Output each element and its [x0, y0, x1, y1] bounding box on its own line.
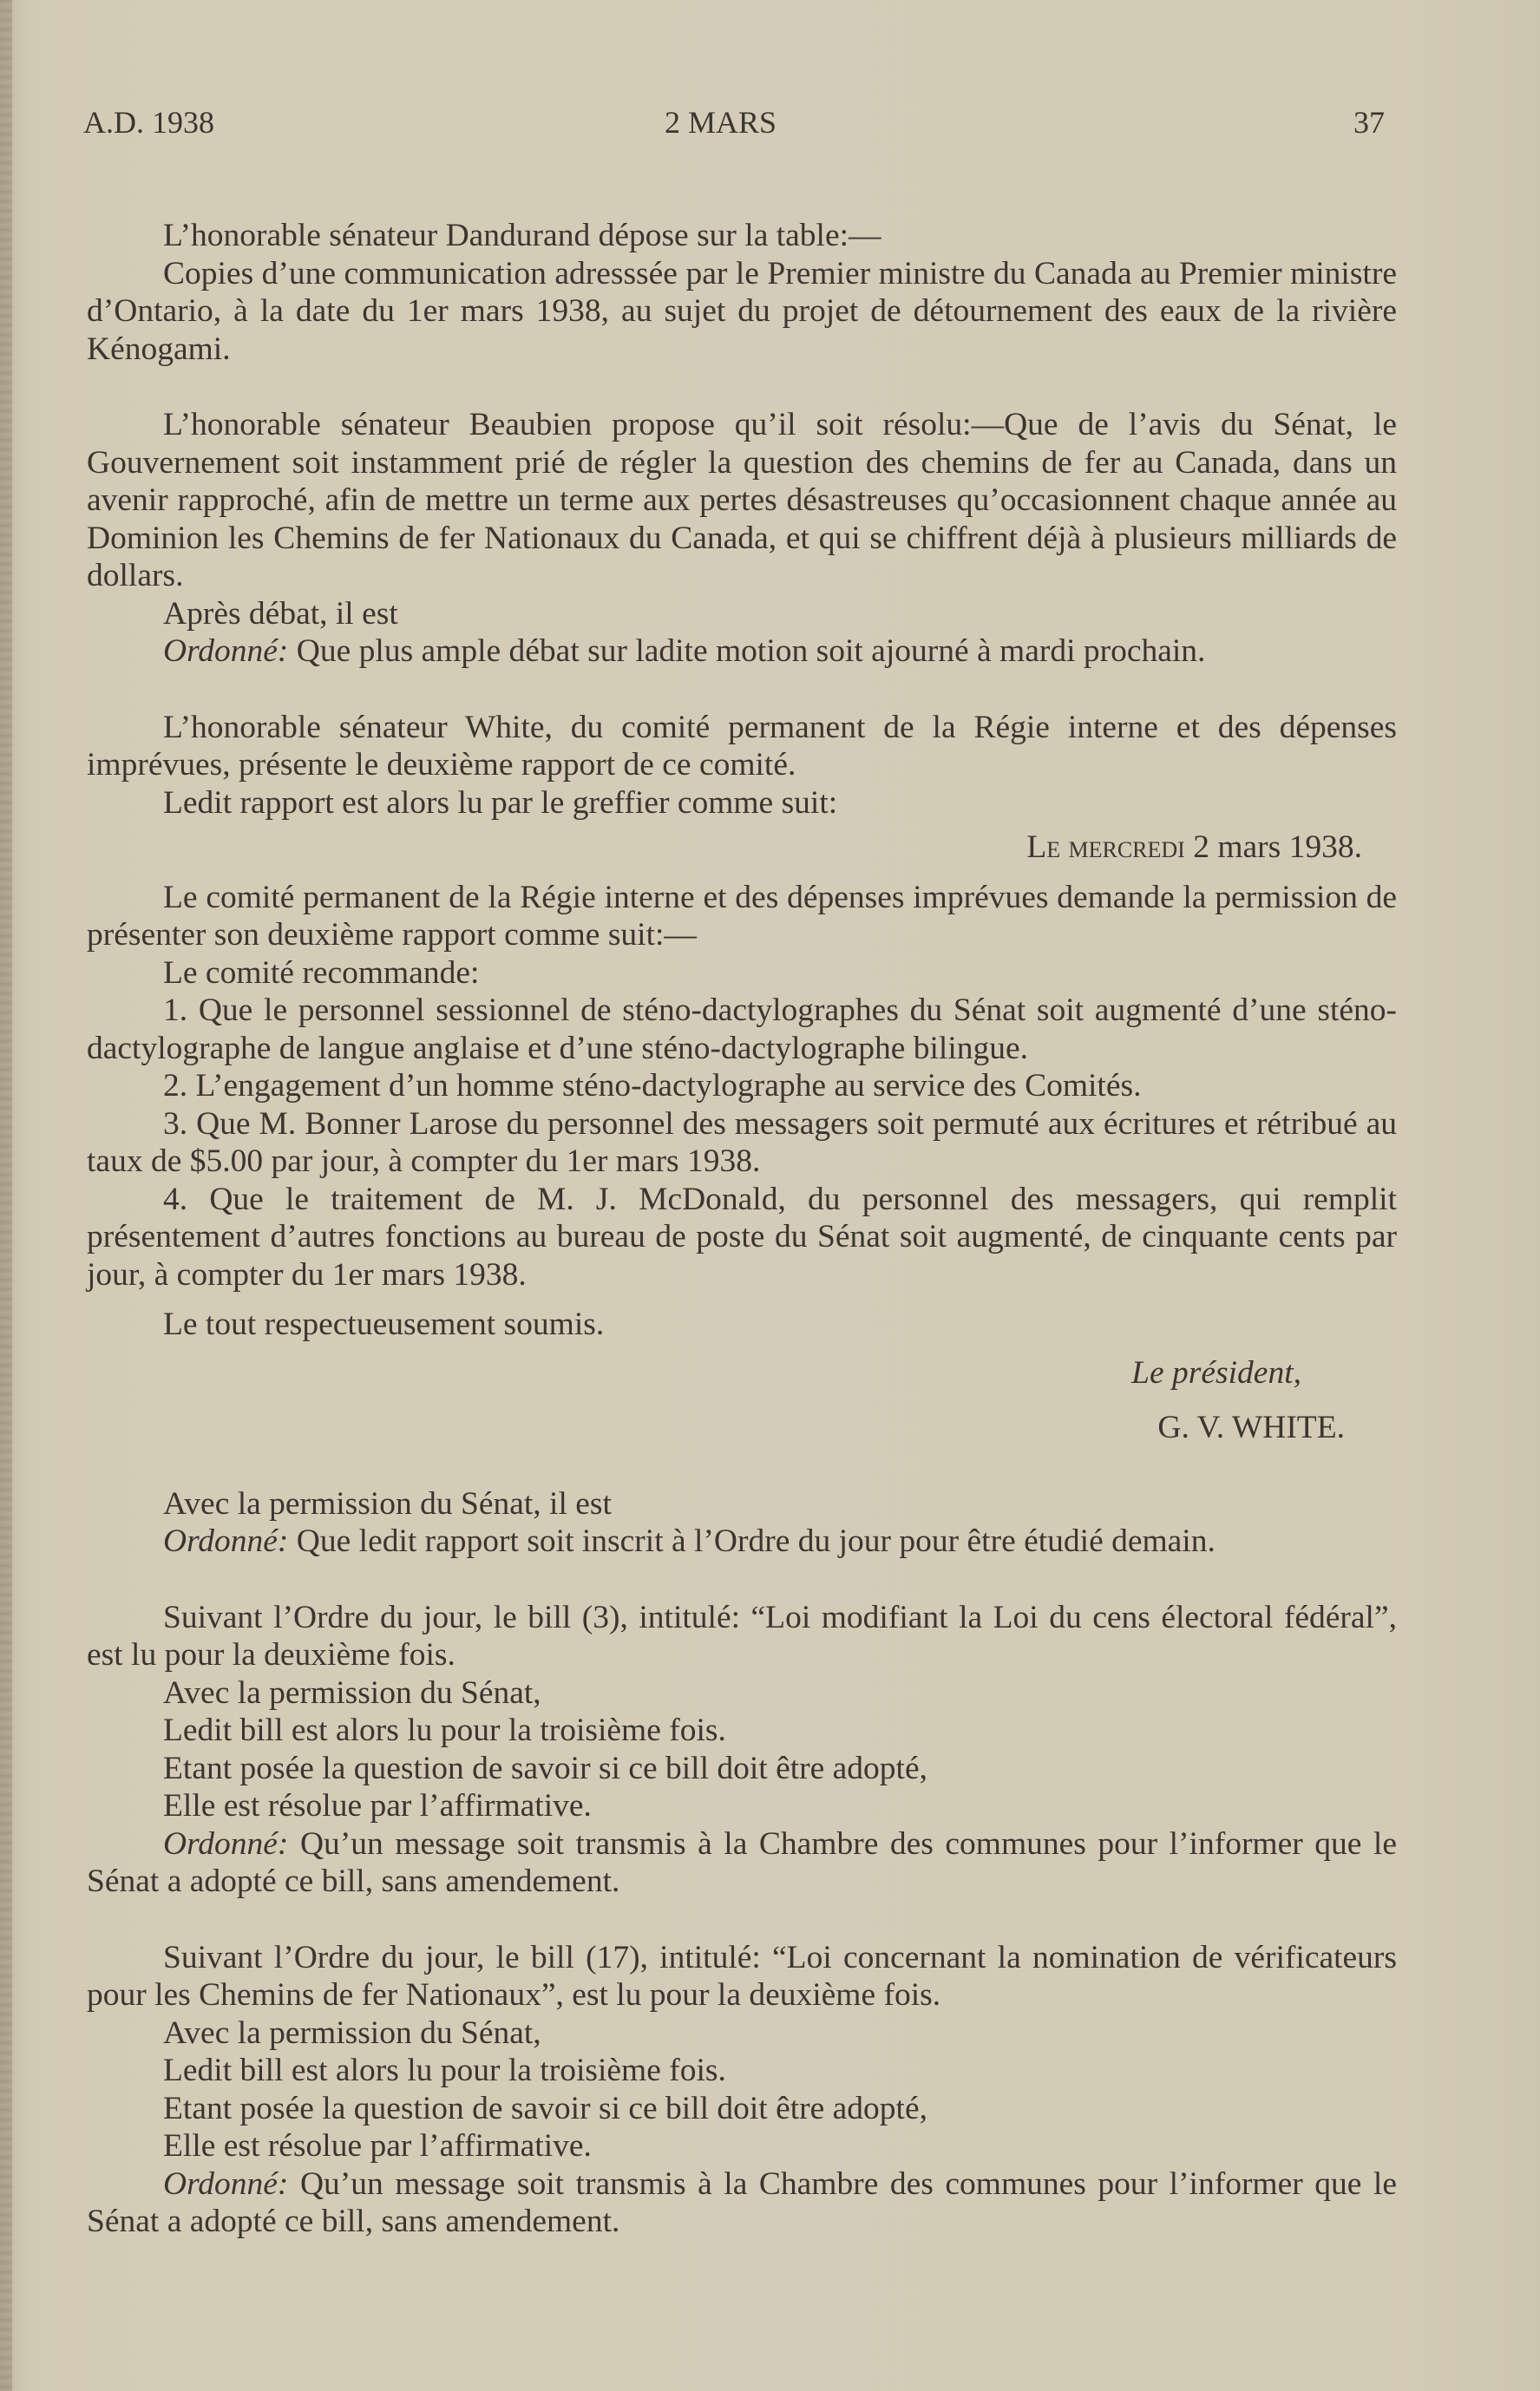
- paragraph: Après débat, il est: [163, 595, 398, 632]
- list-item: 4. Que le traitement de M. J. McDonald, du personnel des messagers, qui remplit présentement d’autres fonctions au bureau de poste du Sénat soit augmenté, de cinquante cents par jour, à compter du 1er mars 1938.: [87, 1181, 1397, 1293]
- page-body: [87, 217, 1397, 2241]
- report-date-rest: 2 mars 1938.: [1184, 829, 1362, 865]
- signature-role: Le président,: [1131, 1354, 1301, 1391]
- paragraph: Etant posée la question de savoir si ce bill doit être adopté,: [163, 2090, 927, 2126]
- ordered-label: Ordonné:: [163, 1825, 289, 1862]
- list-item: 1. Que le personnel sessionnel de sténo-dactylographes du Sénat soit augmenté d’une sténo-dactylographe de langue anglaise et d’une sténo-dactylographe bilingue.: [87, 992, 1397, 1066]
- paragraph: L’honorable sénateur Beaubien propose qu’il soit résolu:—Que de l’avis du Sénat, le Gouvernement soit instamment prié de régler la question des chemins de fer au Canada, dans un avenir rapproché, afin de mettre un terme aux pertes désastreuses qu’occasionnent chaque année au Dominion les Chemins de fer Nationaux du Canada, et qui se chiffrent déjà à plusieurs milliards de dollars.: [87, 407, 1397, 593]
- paragraph: Copies d’une communication adresssée par le Premier ministre du Canada au Premier ministre d’Ontario, à la date du 1er mars 1938, au sujet du projet de détournement des eaux de la rivière Kénogami.: [87, 255, 1397, 367]
- paragraph: Ledit rapport est alors lu par le greffier comme suit:: [163, 784, 838, 821]
- report-date-day: Le mercredi: [1026, 829, 1185, 865]
- paragraph: Avec la permission du Sénat,: [163, 2014, 541, 2051]
- paragraph: Le comité recommande:: [163, 954, 480, 991]
- paragraph: Le tout respectueusement soumis.: [163, 1307, 605, 1342]
- header-date: 2 MARS: [665, 105, 777, 140]
- binding-edge: [0, 0, 12, 2391]
- paragraph: [87, 2165, 1397, 2241]
- paragraph: Elle est résolue par l’affirmative.: [163, 2128, 592, 2164]
- page-number: 37: [1353, 105, 1385, 140]
- ordered-text: Que ledit rapport soit inscrit à l’Ordre du jour pour être étudié demain.: [288, 1523, 1216, 1559]
- paragraph: Le comité permanent de la Régie interne et des dépenses imprévues demande la permission de présenter son deuxième rapport comme suit:—: [87, 879, 1397, 953]
- header-year: A.D. 1938: [83, 105, 214, 140]
- paragraph: Suivant l’Ordre du jour, le bill (3), intitulé: “Loi modifiant la Loi du cens électoral fédéral”, est lu pour la deuxième fois.: [87, 1599, 1397, 1673]
- paragraph: Ledit bill est alors lu pour la troisième fois.: [163, 1713, 726, 1748]
- ordered-label: Ordonné:: [163, 2165, 289, 2202]
- paragraph: [87, 632, 1397, 671]
- paragraph: Suivant l’Ordre du jour, le bill (17), intitulé: “Loi concernant la nomination de vérificateurs pour les Chemins de fer Nationaux”, est lu pour la deuxième fois.: [87, 1939, 1397, 2013]
- ordered-label: Ordonné:: [163, 1523, 289, 1559]
- ordered-text: Qu’un message soit transmis à la Chambre des communes pour l’informer que le Sénat a adopté ce bill, sans amendement.: [87, 2165, 1397, 2239]
- paragraph: Ledit bill est alors lu pour la troisième fois.: [163, 2053, 726, 2088]
- paragraph: L’honorable sénateur White, du comité permanent de la Régie interne et des dépenses imprévues, présente le deuxième rapport de ce comité.: [87, 709, 1397, 783]
- paragraph: Elle est résolue par l’affirmative.: [163, 1788, 592, 1824]
- list-item: 3. Que M. Bonner Larose du personnel des messagers soit permuté aux écritures et rétribué au taux de $5.00 par jour, à compter du 1er mars 1938.: [87, 1105, 1397, 1179]
- report-date: [87, 829, 1397, 867]
- list-item: 2. L’engagement d’un homme sténo-dactylographe au service des Comités.: [163, 1068, 1142, 1104]
- paragraph: Avec la permission du Sénat, il est: [163, 1485, 612, 1522]
- ordered-label: Ordonné:: [163, 633, 289, 669]
- ordered-text: Qu’un message soit transmis à la Chambre des communes pour l’informer que le Sénat a adopté ce bill, sans amendement.: [87, 1825, 1397, 1899]
- page-header: [83, 104, 1385, 156]
- paragraph: [87, 1523, 1397, 1561]
- signature-name: G. V. WHITE.: [1157, 1410, 1345, 1445]
- paragraph: Etant posée la question de savoir si ce bill doit être adopté,: [163, 1750, 927, 1786]
- paragraph: [87, 1825, 1397, 1901]
- paragraph: L’honorable sénateur Dandurand dépose sur la table:—: [163, 218, 881, 253]
- ordered-text: Que plus ample débat sur ladite motion soit ajourné à mardi prochain.: [288, 633, 1206, 669]
- paragraph: Avec la permission du Sénat,: [163, 1674, 541, 1711]
